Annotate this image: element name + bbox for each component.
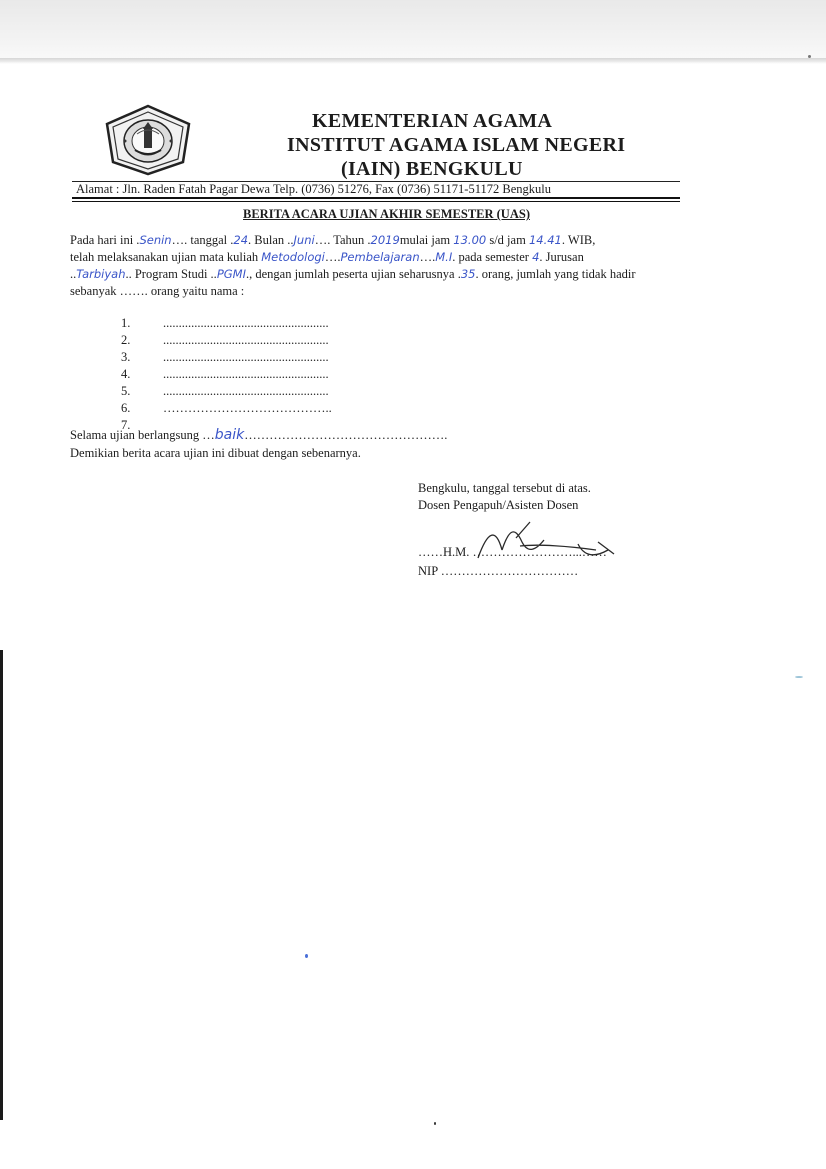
list-item (121, 366, 332, 383)
institute-address: Alamat : Jln. Raden Fatah Pagar Dewa Telp. (0736) 51276, Fax (0736) 51171-51172 Bengkulu (76, 182, 551, 196)
list-number: 1. (121, 316, 131, 330)
list-item (121, 400, 332, 417)
course-line (70, 249, 748, 266)
name-blank: ..................................................... (163, 350, 329, 364)
text-segment: . Jurusan (539, 250, 584, 264)
handwritten-course: Metodologi (261, 250, 325, 264)
list-item (121, 349, 332, 366)
text-segment: Selama ujian berlangsung … (70, 428, 215, 442)
text-segment: .. Program Studi .. (125, 267, 217, 281)
exam-conduct-line (70, 427, 447, 443)
iain-seal-logo (103, 104, 193, 176)
signer-name-line: ……H.M. ……………………...…… (418, 545, 607, 559)
handwritten-semester: 4 (532, 250, 540, 264)
text-segment: . WIB, (561, 233, 596, 247)
handwritten-start-time: 13.00 (453, 233, 487, 247)
place-date: Bengkulu, tanggal tersebut di atas. (418, 481, 591, 495)
list-item (121, 383, 332, 400)
list-number: 5. (121, 384, 131, 398)
exam-date-line (70, 232, 748, 249)
handwritten-study-program: PGMI (216, 267, 246, 281)
text-segment: …. (419, 250, 436, 264)
name-blank: ..................................................... (163, 333, 329, 347)
name-blank: ………………………………….. (163, 401, 332, 415)
ministry-name: KEMENTERIAN AGAMA (312, 110, 553, 132)
handwritten-date: 24 (233, 233, 249, 247)
handwritten-day: Senin (139, 233, 172, 247)
scan-speck (305, 954, 308, 958)
signature-block (418, 480, 591, 514)
closing-statement: Demikian berita acara ujian ini dibuat dengan sebenarnya. (70, 446, 361, 460)
text-segment: . Bulan .. (248, 233, 294, 247)
text-segment: …. Tahun . (314, 233, 371, 247)
handwritten-course: Pembelajaran (340, 250, 420, 264)
text-segment: telah melaksanakan ujian mata kuliah (70, 250, 262, 264)
text-segment: …. (324, 250, 341, 264)
name-blank: ..................................................... (163, 367, 329, 381)
text-segment: mulai jam (399, 233, 454, 247)
nip-line: NIP …………………………… (418, 564, 579, 578)
scan-speck (808, 55, 811, 58)
department-line (70, 266, 748, 283)
document-title: BERITA ACARA UJIAN AKHIR SEMESTER (UAS) (243, 207, 530, 221)
text-segment: Pada hari ini . (70, 233, 140, 247)
text-segment: . orang, jumlah yang tidak hadir (475, 267, 636, 281)
list-item (121, 315, 332, 332)
scan-speck (795, 676, 803, 678)
header-rule-thick (72, 197, 680, 199)
list-number: 4. (121, 367, 131, 381)
list-number: 2. (121, 333, 131, 347)
list-number: 7. (121, 418, 131, 432)
text-segment: s/d jam (486, 233, 529, 247)
handwritten-course: M.I (435, 250, 453, 264)
list-item (121, 332, 332, 349)
scan-speck (434, 1122, 436, 1125)
text-segment: …………………………………………. (244, 428, 448, 442)
signer-role: Dosen Pengapuh/Asisten Dosen (418, 498, 579, 512)
handwritten-month: Juni (293, 233, 315, 247)
handwritten-participant-count: 35 (460, 267, 476, 281)
handwritten-department: Tarbiyah (76, 267, 126, 281)
name-blank: ..................................................... (163, 384, 329, 398)
list-number: 3. (121, 350, 131, 364)
name-blank: ..................................................... (163, 316, 329, 330)
list-number: 6. (121, 401, 131, 415)
handwritten-end-time: 14.41 (528, 233, 562, 247)
handwritten-conduct: baik (214, 427, 245, 443)
text-segment: .. (70, 267, 77, 281)
text-segment: . pada semester (452, 250, 533, 264)
header-rule-thin (72, 201, 680, 202)
handwritten-year: 2019 (370, 233, 400, 247)
text-segment: ., dengan jumlah peserta ujian seharusnya . (245, 267, 461, 281)
institute-abbrev: (IAIN) BENGKULU (341, 158, 523, 180)
absent-intro-line: sebanyak ……. orang yaitu nama : (70, 284, 245, 298)
text-segment: …. tanggal . (171, 233, 234, 247)
absent-student-list (121, 315, 332, 434)
institute-name: INSTITUT AGAMA ISLAM NEGERI (287, 134, 626, 156)
handwritten-signature (418, 520, 618, 568)
